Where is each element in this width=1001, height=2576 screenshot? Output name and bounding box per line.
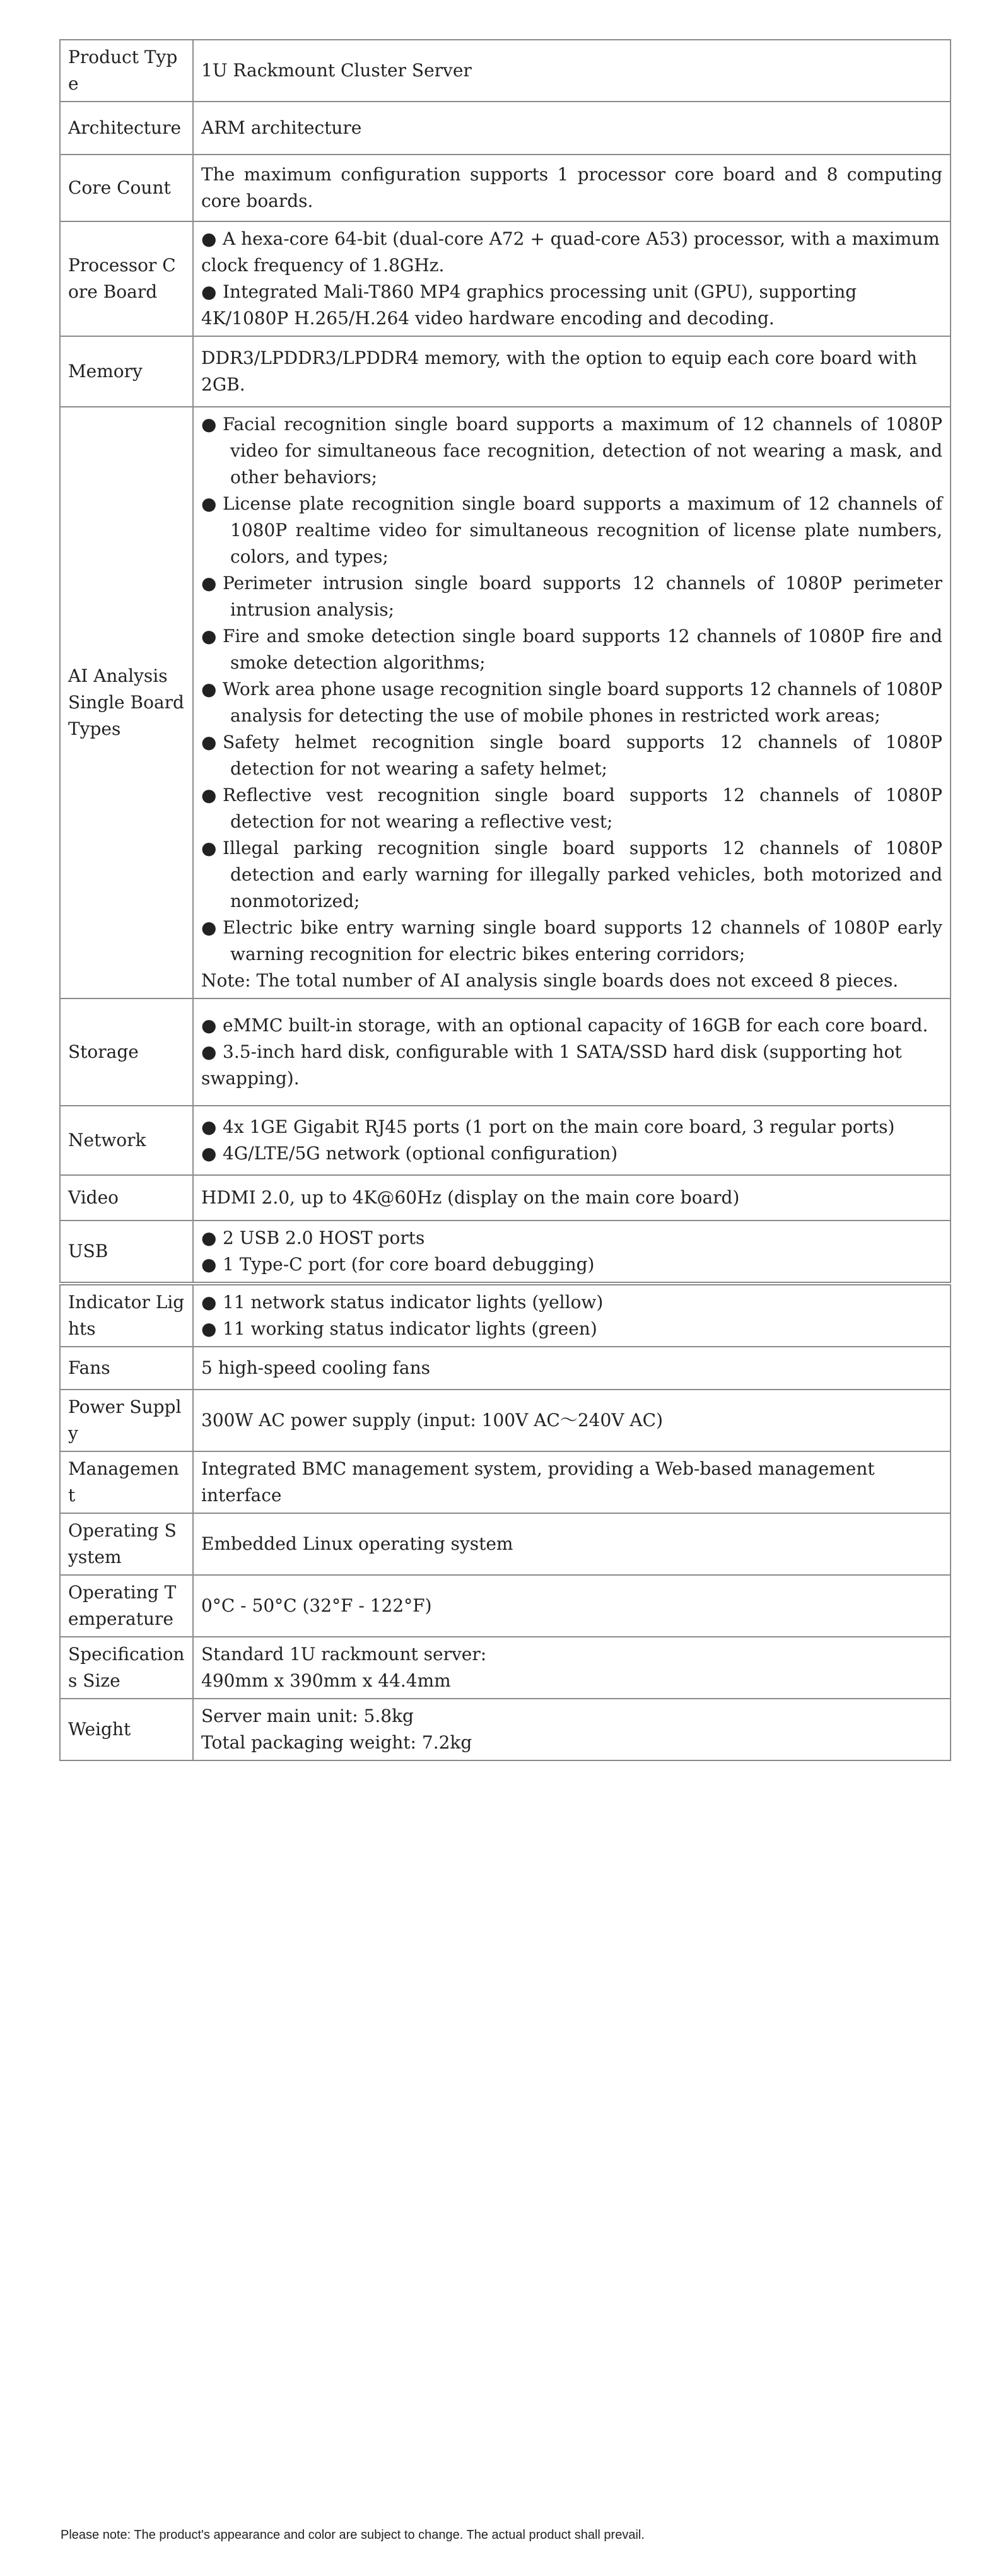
bullet-icon: ● [201, 732, 217, 752]
bullet-icon: ● [201, 281, 217, 302]
list-item-text: Illegal parking recognition single board supports 12 channels of 1080P detection and early warning for illegally parked vehicles, both motorized and nonmotorized; [223, 838, 942, 911]
row-weight [60, 1699, 951, 1760]
label-product-type: Product Type [60, 40, 193, 102]
row-power [60, 1390, 951, 1451]
list-item [201, 1114, 942, 1140]
label-processor: Processor Core Board [60, 221, 193, 336]
bullet-icon: ● [201, 1318, 217, 1339]
label-os: Operating System [60, 1513, 193, 1575]
list-item-text: Perimeter intrusion single board supports 12 channels of 1080P perimeter intrusion analysis; [223, 573, 942, 620]
list-item-text: 11 network status indicator lights (yellow) [223, 1292, 604, 1313]
list-item-text: 11 working status indicator lights (green) [223, 1318, 597, 1339]
list-item-text: Work area phone usage recognition single board supports 12 channels of 1080P analysis for detecting the use of mobile phones in restricted work areas; [223, 679, 942, 726]
size-line-1: Standard 1U rackmount server: [201, 1644, 487, 1665]
bullet-icon: ● [201, 1116, 217, 1137]
list-item-text: Facial recognition single board supports a maximum of 12 channels of 1080P video for simultaneous face recognition, detection of not wearing a mask, and other behaviors; [223, 414, 942, 488]
list-item-text: 4G/LTE/5G network (optional configuration) [223, 1143, 618, 1164]
row-size [60, 1637, 951, 1699]
bullet-icon: ● [201, 414, 217, 435]
value-memory: DDR3/LPDDR3/LPDDR4 memory, with the option to equip each core board with 2GB. [193, 336, 951, 407]
label-temperature: Operating Temperature [60, 1575, 193, 1637]
label-storage: Storage [60, 998, 193, 1106]
footer-note: Please note: The product's appearance and color are subject to change. The actual product shall prevail. [61, 2528, 645, 2542]
value-architecture: ARM architecture [193, 102, 951, 155]
row-storage [60, 998, 951, 1106]
list-item [201, 835, 942, 915]
bullet-icon: ● [201, 228, 217, 249]
indicator-list [201, 1289, 942, 1342]
list-item-text: 1 Type-C port (for core board debugging) [223, 1254, 595, 1275]
list-item-text: Safety helmet recognition single board supports 12 channels of 1080P detection for not wearing a safety helmet; [223, 732, 942, 779]
row-core-count [60, 155, 951, 221]
bullet-icon: ● [201, 917, 217, 938]
list-item [201, 676, 942, 729]
bullet-icon: ● [201, 785, 217, 805]
bullet-icon: ● [201, 838, 217, 858]
bullet-icon: ● [201, 1292, 217, 1313]
row-usb [60, 1221, 951, 1284]
value-usb [193, 1221, 951, 1284]
label-weight: Weight [60, 1699, 193, 1760]
list-item-text: A hexa-core 64-bit (dual-core A72 + quad-core A53) processor, with a maximum clock frequency of 1.8GHz. [201, 228, 940, 276]
value-fans: 5 high-speed cooling fans [193, 1347, 951, 1390]
list-item [201, 1012, 942, 1039]
value-core-count: The maximum configuration supports 1 processor core board and 8 computing core boards. [193, 155, 951, 221]
label-architecture: Architecture [60, 102, 193, 155]
list-item-text: License plate recognition single board supports a maximum of 12 channels of 1080P realtime video for simultaneous recognition of license plate numbers, colors, and types; [223, 493, 942, 567]
row-temperature [60, 1575, 951, 1637]
bullet-icon: ● [201, 493, 217, 514]
row-fans [60, 1347, 951, 1390]
row-processor [60, 221, 951, 336]
list-item [201, 915, 942, 968]
ai-board-list [201, 411, 942, 968]
list-item [201, 1039, 942, 1092]
row-management [60, 1451, 951, 1513]
row-ai-boards [60, 407, 951, 998]
row-architecture [60, 102, 951, 155]
list-item-text: 3.5-inch hard disk, configurable with 1 SATA/SSD hard disk (supporting hot swapping). [201, 1041, 902, 1089]
row-network [60, 1106, 951, 1175]
label-core-count: Core Count [60, 155, 193, 221]
weight-line-1: Server main unit: 5.8kg [201, 1706, 414, 1726]
value-power: 300W AC power supply (input: 100V AC〜240V AC) [193, 1390, 951, 1451]
row-os [60, 1513, 951, 1575]
bullet-icon: ● [201, 1143, 217, 1164]
list-item-text: 4x 1GE Gigabit RJ45 ports (1 port on the main core board, 3 regular ports) [223, 1116, 895, 1137]
processor-list [201, 226, 942, 332]
value-os: Embedded Linux operating system [193, 1513, 951, 1575]
list-item [201, 226, 942, 279]
label-power: Power Supply [60, 1390, 193, 1451]
bullet-icon: ● [201, 679, 217, 700]
list-item [201, 623, 942, 676]
network-list [201, 1114, 942, 1167]
label-size: Specifications Size [60, 1637, 193, 1699]
list-item [201, 729, 942, 782]
list-item [201, 570, 942, 623]
value-product-type: 1U Rackmount Cluster Server [193, 40, 951, 102]
bullet-icon: ● [201, 573, 217, 594]
bullet-icon: ● [201, 1227, 217, 1248]
value-indicator [193, 1284, 951, 1347]
value-storage [193, 998, 951, 1106]
list-item [201, 782, 942, 835]
list-item-text: eMMC built-in storage, with an optional capacity of 16GB for each core board. [223, 1015, 928, 1036]
list-item [201, 1251, 942, 1278]
bullet-icon: ● [201, 1041, 217, 1062]
row-video [60, 1175, 951, 1221]
value-weight [193, 1699, 951, 1760]
label-indicator: Indicator Lights [60, 1284, 193, 1347]
row-product-type [60, 40, 951, 102]
label-ai-boards: AI Analysis Single Board Types [60, 407, 193, 998]
list-item [201, 1316, 942, 1342]
bullet-icon: ● [201, 1254, 217, 1275]
label-fans: Fans [60, 1347, 193, 1390]
ai-board-note: Note: The total number of AI analysis single boards does not exceed 8 pieces. [201, 970, 899, 991]
row-memory [60, 336, 951, 407]
weight-line-2: Total packaging weight: 7.2kg [201, 1732, 472, 1753]
storage-list [201, 1012, 942, 1092]
label-memory: Memory [60, 336, 193, 407]
value-network [193, 1106, 951, 1175]
bullet-icon: ● [201, 1015, 217, 1036]
list-item-text: Fire and smoke detection single board supports 12 channels of 1080P fire and smoke detection algorithms; [223, 626, 942, 673]
value-size [193, 1637, 951, 1699]
value-management: Integrated BMC management system, providing a Web-based management interface [193, 1451, 951, 1513]
list-item [201, 1289, 942, 1316]
spec-table [59, 39, 951, 1761]
usb-list [201, 1225, 942, 1278]
label-video: Video [60, 1175, 193, 1221]
list-item [201, 279, 942, 332]
value-temperature: 0°C - 50°C (32°F - 122°F) [193, 1575, 951, 1637]
label-management: Management [60, 1451, 193, 1513]
size-line-2: 490mm x 390mm x 44.4mm [201, 1670, 451, 1691]
list-item-text: Reflective vest recognition single board supports 12 channels of 1080P detection for not wearing a reflective vest; [223, 785, 942, 832]
list-item [201, 1225, 942, 1251]
value-ai-boards [193, 407, 951, 998]
value-processor [193, 221, 951, 336]
value-video: HDMI 2.0, up to 4K@60Hz (display on the main core board) [193, 1175, 951, 1221]
list-item-text: Integrated Mali-T860 MP4 graphics processing unit (GPU), supporting 4K/1080P H.265/H.264 video hardware encoding and decoding. [201, 281, 857, 329]
label-network: Network [60, 1106, 193, 1175]
label-usb: USB [60, 1221, 193, 1284]
list-item [201, 1140, 942, 1167]
bullet-icon: ● [201, 626, 217, 647]
list-item-text: Electric bike entry warning single board supports 12 channels of 1080P early warning recognition for electric bikes entering corridors; [223, 917, 942, 964]
row-indicator [60, 1284, 951, 1347]
list-item [201, 411, 942, 491]
list-item-text: 2 USB 2.0 HOST ports [223, 1227, 425, 1248]
list-item [201, 491, 942, 570]
